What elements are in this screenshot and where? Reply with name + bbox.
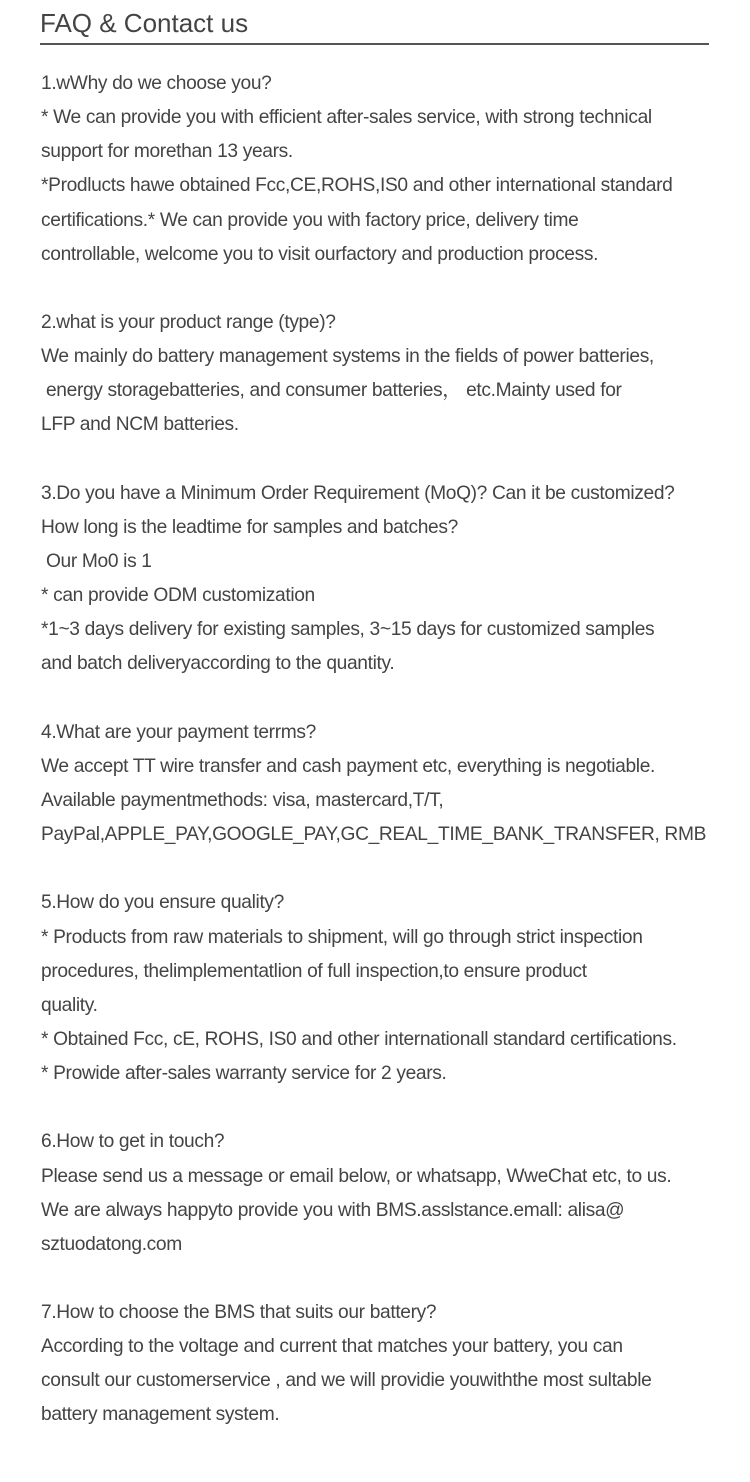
faq-spacer bbox=[41, 443, 713, 477]
faq-spacer bbox=[41, 1091, 713, 1125]
faq-line-q3-answer: * can provide ODM customization bbox=[41, 585, 315, 607]
faq-spacer bbox=[41, 682, 713, 716]
faq-line-q5-answer: quality. bbox=[41, 994, 98, 1016]
faq-line-q6-answer: Please send us a message or email below, or whatsapp, WweChat etc, to us. bbox=[41, 1165, 672, 1187]
faq-line-q1-answer: certifications.* We can provide you with factory price, delivery time bbox=[41, 209, 579, 231]
faq-content bbox=[41, 67, 713, 1433]
faq-line-q7-answer: According to the voltage and current that matches your battery, you can bbox=[41, 1336, 623, 1358]
faq-header bbox=[40, 4, 709, 45]
faq-line-q2-question: 2.what is your product range (type)? bbox=[41, 311, 336, 333]
faq-line-q1-answer: support for morethan 13 years. bbox=[41, 141, 293, 163]
faq-line-q5-question: 5.How do you ensure quality? bbox=[41, 892, 284, 914]
faq-line-q1-answer: controllable, welcome you to visit ourfactory and production process. bbox=[41, 243, 599, 265]
faq-line-q6-question: 6.How to get in touch? bbox=[41, 1131, 225, 1153]
faq-line-q3-answer: *1~3 days delivery for existing samples, 3~15 days for customized samples bbox=[41, 619, 655, 641]
faq-line-q7-question: 7.How to choose the BMS that suits our battery? bbox=[41, 1302, 437, 1324]
faq-line-q6-answer: sztuodatong.com bbox=[41, 1233, 182, 1255]
faq-spacer bbox=[41, 852, 713, 886]
faq-line-q1-question: 1.wWhy do we choose you? bbox=[41, 73, 272, 94]
faq-line-q7-answer: battery management system. bbox=[41, 1404, 280, 1426]
faq-line-q6-answer: We are always happyto provide you with BMS.asslstance.emall: alisa@ bbox=[41, 1199, 625, 1221]
faq-line-q5-answer: * Products from raw materials to shipment, will go through strict inspection bbox=[41, 926, 643, 948]
faq-line-q5-answer: * Prowide after-sales warranty service for 2 years. bbox=[41, 1063, 447, 1085]
faq-line-q4-answer: We accept TT wire transfer and cash payment etc, everything is negotiable. bbox=[41, 755, 656, 777]
faq-line-q1-answer: *Prodlucts hawe obtained Fcc,CE,ROHS,IS0 and other international standard bbox=[41, 175, 673, 197]
faq-line-q1-answer: * We can provide you with efficient after-sales service, with strong technical bbox=[41, 107, 652, 129]
faq-line-q2-answer: We mainly do battery management systems in the fields of power batteries, bbox=[41, 346, 654, 368]
faq-line-q3-answer: and batch deliveryaccording to the quantity. bbox=[41, 653, 395, 675]
faq-line-q5-answer: * Obtained Fcc, cE, ROHS, IS0 and other internationall standard certifications. bbox=[41, 1028, 677, 1050]
faq-line-q4-question: 4.What are your payment terrms? bbox=[41, 721, 316, 743]
faq-line-q3-answer: Our Mo0 is 1 bbox=[41, 550, 152, 572]
faq-line-q5-answer: procedures, thelimplementatlion of full inspection,to ensure product bbox=[41, 960, 587, 982]
faq-line-q2-answer: LFP and NCM batteries. bbox=[41, 414, 239, 436]
faq-spacer bbox=[41, 272, 713, 306]
faq-line-q7-answer: consult our customerservice , and we will providie youwiththe most sultable bbox=[41, 1370, 652, 1392]
faq-line-q2-answer: energy storagebatteries, and consumer batteries， etc.Mainty used for bbox=[41, 380, 622, 402]
faq-spacer bbox=[41, 1262, 713, 1296]
faq-line-q3-question: 3.Do you have a Minimum Order Requirement (MoQ)? Can it be customized? bbox=[41, 482, 675, 504]
faq-line-q3-question: How long is the leadtime for samples and batches? bbox=[41, 516, 458, 538]
faq-line-q4-answer: PayPal,APPLE_PAY,GOOGLE_PAY,GC_REAL_TIME_BANK_TRANSFER, RMB bbox=[41, 824, 707, 846]
page-title: FAQ & Contact us bbox=[40, 8, 249, 38]
faq-line-q4-answer: Available paymentmethods: visa, mastercard,T/T, bbox=[41, 789, 444, 811]
